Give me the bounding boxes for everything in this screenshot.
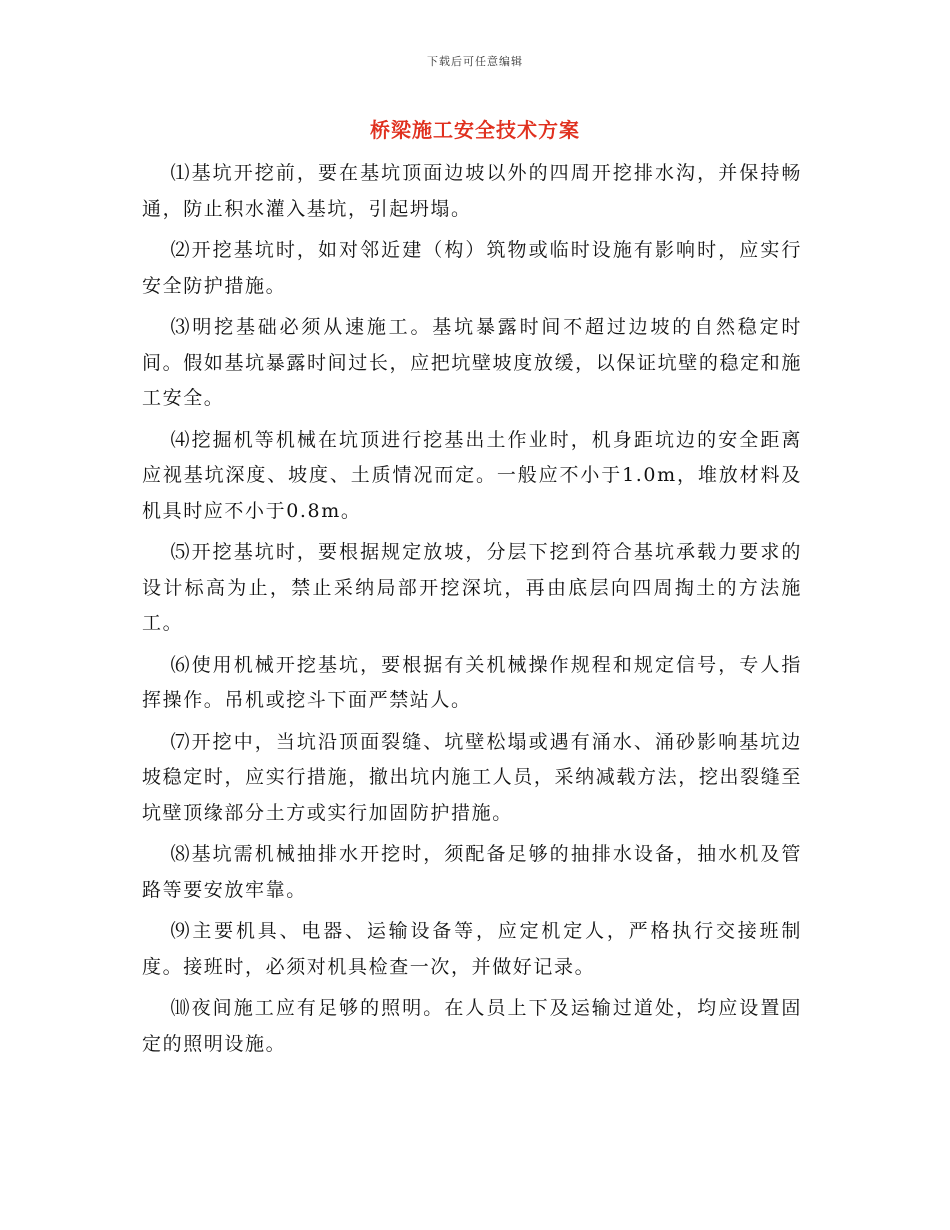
paragraph-2: ⑵开挖基坑时，如对邻近建（构）筑物或临时设施有影响时，应实行安全防护措施。 — [142, 239, 802, 297]
document-body — [142, 156, 802, 1068]
document-title: 桥梁施工安全技术方案 — [370, 118, 580, 142]
paragraph-1: ⑴基坑开挖前，要在基坑顶面边坡以外的四周开挖排水沟，并保持畅通，防止积水灌入基坑，引起坍塌。 — [142, 162, 802, 220]
paragraph-9: ⑼主要机具、电器、运输设备等，应定机定人，严格执行交接班制度。接班时，必须对机具检查一次，并做好记录。 — [142, 920, 802, 978]
paragraph-10: ⑽夜间施工应有足够的照明。在人员上下及运输过道处，均应设置固定的照明设施。 — [142, 997, 802, 1055]
paragraph-5: ⑸开挖基坑时，要根据规定放坡，分层下挖到符合基坑承载力要求的设计标高为止，禁止采纳局部开挖深坑，再由底层向四周掏土的方法施工。 — [142, 541, 802, 634]
paragraph-3: ⑶明挖基础必须从速施工。基坑暴露时间不超过边坡的自然稳定时间。假如基坑暴露时间过长，应把坑壁坡度放缓，以保证坑壁的稳定和施工安全。 — [142, 316, 802, 409]
header-note: 下载后可任意编辑 — [427, 55, 523, 68]
paragraph-4: ⑷挖掘机等机械在坑顶进行挖基出土作业时，机身距坑边的安全距离应视基坑深度、坡度、土质情况而定。一般应不小于1.0m，堆放材料及机具时应不小于0.8m。 — [142, 428, 802, 522]
paragraph-8: ⑻基坑需机械抽排水开挖时，须配备足够的抽排水设备，抽水机及管路等要安放牢靠。 — [142, 843, 802, 901]
paragraph-6: ⑹使用机械开挖基坑，要根据有关机械操作规程和规定信号，专人指挥操作。吊机或挖斗下面严禁站人。 — [142, 653, 802, 711]
paragraph-7: ⑺开挖中，当坑沿顶面裂缝、坑壁松塌或遇有涌水、涌砂影响基坑边坡稳定时，应实行措施，撤出坑内施工人员，采纳减载方法，挖出裂缝至坑壁顶缘部分土方或实行加固防护措施。 — [142, 730, 802, 824]
